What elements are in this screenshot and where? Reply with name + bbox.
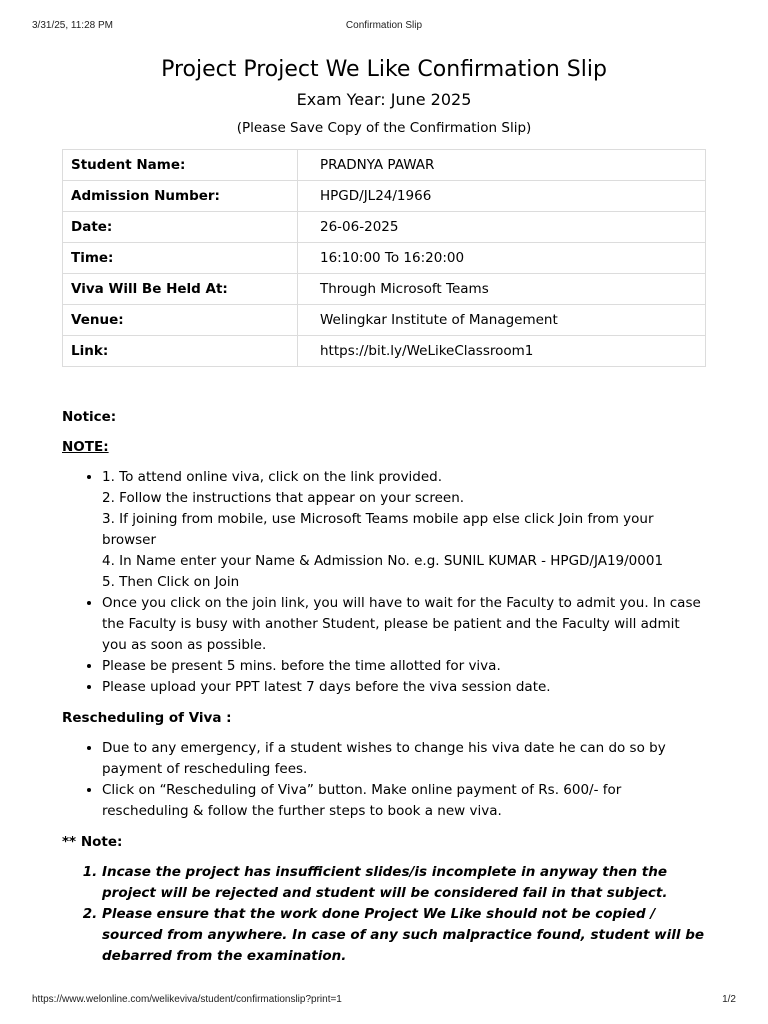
table-row: [63, 243, 706, 274]
student-details-table: [62, 149, 706, 367]
table-row: [63, 150, 706, 181]
list-item: • Due to any emergency, if a student wishes to change his viva date he can do so by payment of rescheduling fees.: [102, 738, 706, 780]
table-row: [63, 212, 706, 243]
list-item: 2. Please ensure that the work done Project We Like should not be copied / sourced from anywhere. In case of any such malpractice found, student will be debarred from the examination.: [102, 904, 706, 967]
detail-label: Student Name:: [63, 150, 298, 181]
detail-label: Venue:: [63, 305, 298, 336]
detail-label: Time:: [63, 243, 298, 274]
instruction-step: • 1. To attend online viva, click on the link provided.: [102, 469, 443, 485]
print-header: [0, 20, 768, 34]
list-item: • Please be present 5 mins. before the time allotted for viva.: [102, 656, 706, 677]
detail-label: Admission Number:: [63, 181, 298, 212]
list-item: [102, 467, 706, 593]
print-datetime: 3/31/25, 11:28 PM: [32, 20, 113, 31]
table-row: [63, 305, 706, 336]
detail-value: Welingkar Institute of Management: [298, 305, 706, 336]
important-note-heading: ** Note:: [62, 834, 123, 850]
detail-label: Date:: [63, 212, 298, 243]
note-heading: NOTE:: [62, 439, 109, 455]
detail-value: 16:10:00 To 16:20:00: [298, 243, 706, 274]
save-copy-note: (Please Save Copy of the Confirmation Slip): [236, 120, 532, 136]
print-footer: [0, 994, 768, 1008]
instruction-step: 3. If joining from mobile, use Microsoft Teams mobile app else click Join from your browser: [102, 511, 654, 548]
confirmation-slip: [62, 54, 706, 967]
notice-list: [62, 467, 706, 698]
detail-value: Through Microsoft Teams: [298, 274, 706, 305]
rescheduling-heading: Rescheduling of Viva :: [62, 710, 232, 726]
important-note-list: [62, 862, 706, 967]
exam-year: Exam Year: June 2025: [296, 90, 472, 109]
detail-value: PRADNYA PAWAR: [298, 150, 706, 181]
meeting-link[interactable]: https://bit.ly/WeLikeClassroom1: [298, 336, 706, 367]
print-url: https://www.welonline.com/welikeviva/student/confirmationslip?print=1: [32, 994, 342, 1005]
detail-value: 26-06-2025: [298, 212, 706, 243]
list-item: • Click on “Rescheduling of Viva” button. Make online payment of Rs. 600/- for rescheduling & follow the further steps to book a new viva.: [102, 780, 706, 822]
list-item: • Please upload your PPT latest 7 days before the viva session date.: [102, 677, 706, 698]
instruction-step: 4. In Name enter your Name & Admission No. e.g. SUNIL KUMAR - HPGD/JA19/0001: [102, 553, 664, 569]
slip-title: Project Project We Like Confirmation Slip: [161, 57, 607, 82]
print-page-title: Confirmation Slip: [345, 20, 423, 31]
instruction-step: 2. Follow the instructions that appear on your screen.: [102, 490, 465, 506]
table-row: [63, 181, 706, 212]
detail-value: HPGD/JL24/1966: [298, 181, 706, 212]
detail-label: Link:: [63, 336, 298, 367]
instruction-step: 5. Then Click on Join: [102, 574, 240, 590]
list-item: • Once you click on the join link, you will have to wait for the Faculty to admit you. In case the Faculty is busy with another Student, please be patient and the Faculty will admit you as soon as possible.: [102, 593, 706, 656]
rescheduling-list: [62, 738, 706, 822]
table-row: [63, 274, 706, 305]
detail-label: Viva Will Be Held At:: [63, 274, 298, 305]
notice-heading: Notice:: [62, 409, 117, 425]
table-row: [63, 336, 706, 367]
print-page-number: 1/2: [722, 994, 736, 1005]
list-item: 1. Incase the project has insufficient slides/is incomplete in anyway then the project will be rejected and student will be considered fail in that subject.: [102, 862, 706, 904]
